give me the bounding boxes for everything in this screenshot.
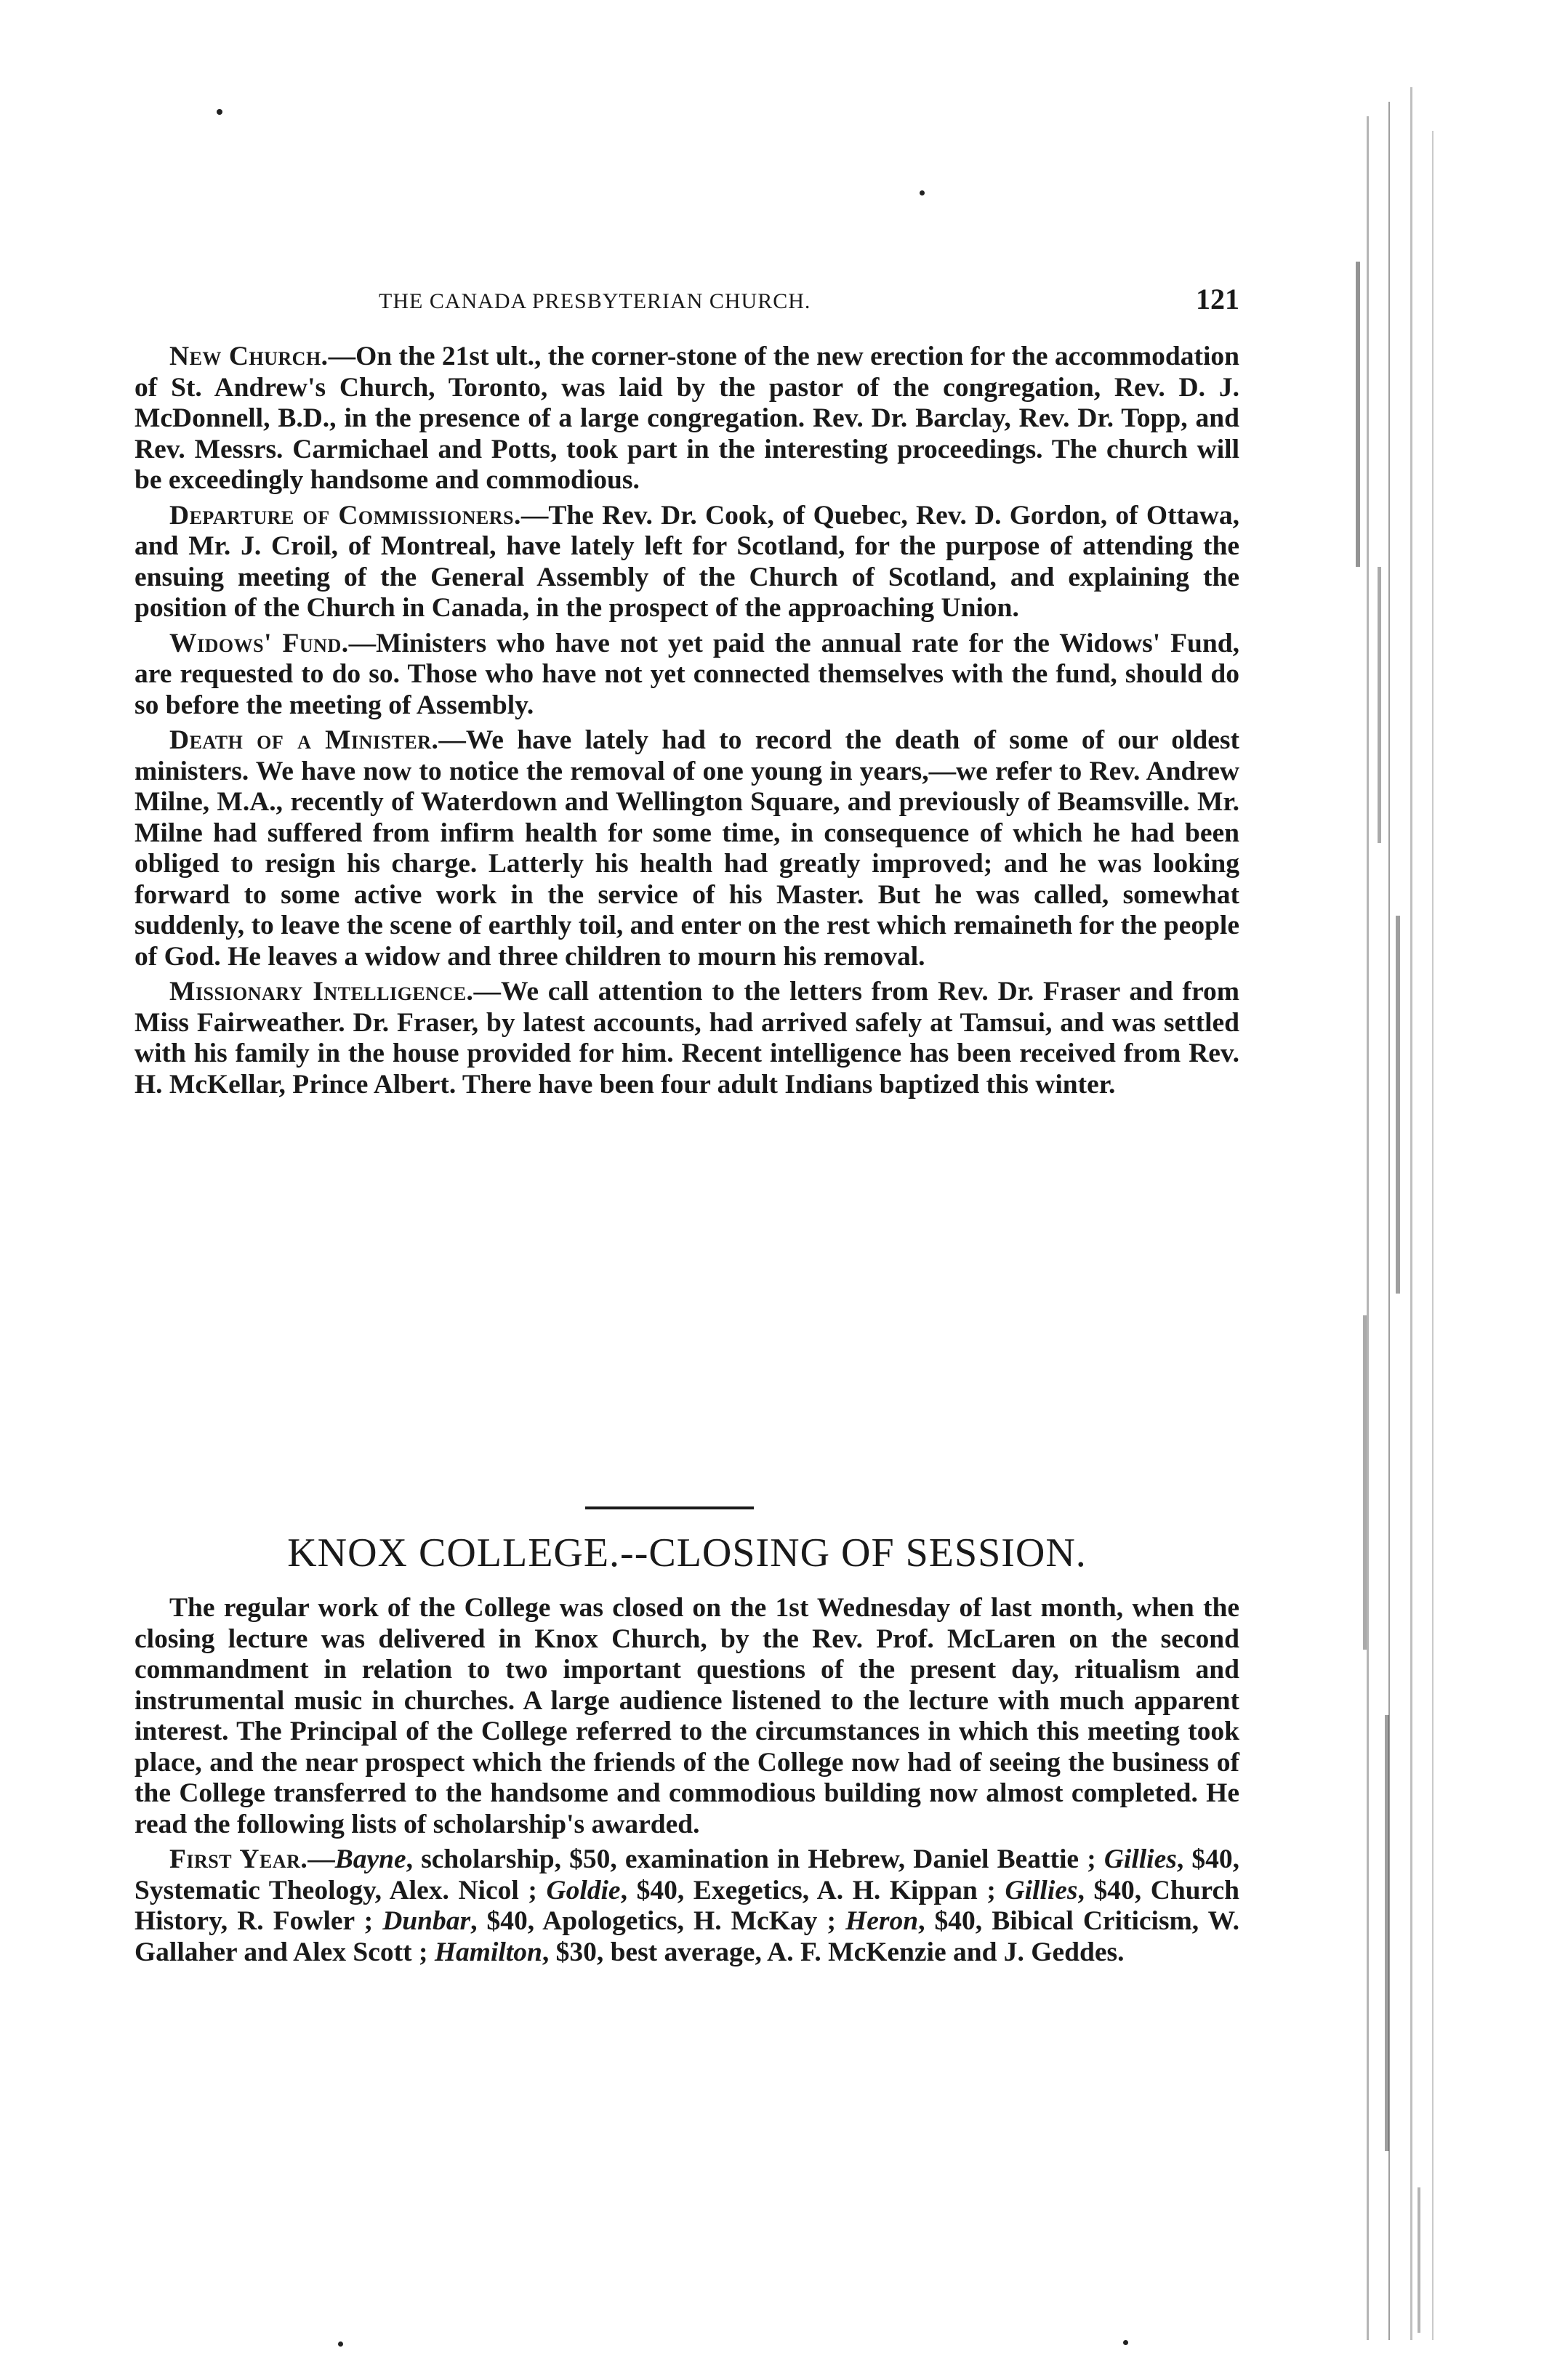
award-detail: , $30, best average, A. F. McKenzie and J. Geddes. bbox=[542, 1937, 1125, 1967]
award-name: Bayne bbox=[334, 1844, 406, 1874]
award-name: Dunbar bbox=[382, 1906, 471, 1936]
award-detail: , scholarship, $50, examination in Hebrew, Daniel Beattie ; bbox=[406, 1844, 1104, 1874]
running-head-title: THE CANADA PRESBYTERIAN CHURCH. bbox=[379, 289, 811, 313]
scan-speck bbox=[920, 190, 925, 195]
item-text: —Ministers who have not yet paid the annual rate for the Widows' Fund, are requested to do so. Those who have not yet connected themselves with the fund, should do so before the meeting of Assembly. bbox=[134, 628, 1239, 720]
award-name: Goldie bbox=[546, 1875, 621, 1905]
news-item bbox=[134, 629, 1239, 722]
award-name: Hamilton bbox=[434, 1937, 542, 1967]
section-body bbox=[134, 1593, 1239, 1972]
award-detail: , $40, Systematic Theology, Alex. Nicol ; bbox=[134, 1844, 1240, 1905]
item-lead: Departure of Commissioners. bbox=[169, 500, 521, 531]
news-item bbox=[134, 977, 1239, 1100]
first-year-lead: First Year. bbox=[169, 1844, 308, 1874]
news-item bbox=[134, 342, 1239, 496]
award-detail: , $40, Exegetics, A. H. Kippan ; bbox=[620, 1875, 1005, 1905]
item-text: —We call attention to the letters from Rev. Dr. Fraser and from Miss Fairweather. Dr. Fraser, by latest accounts, had arrived safely at Tamsui, and was settled with his family in the house provided for him. Recent intelligence has been received from Rev. H. McKellar, Prince Albert. There have been four adult Indians baptized this winter. bbox=[134, 977, 1239, 1100]
award-detail: , $40, Church History, R. Fowler ; bbox=[134, 1875, 1239, 1936]
award-name: Gillies bbox=[1005, 1875, 1078, 1905]
news-item bbox=[134, 725, 1239, 972]
scan-speck bbox=[217, 109, 222, 115]
page-number: 121 bbox=[1196, 283, 1239, 315]
award-detail: , $40, Bibical Criticism, W. Gallaher and Alex Scott ; bbox=[134, 1906, 1239, 1967]
item-lead: Missionary Intelligence. bbox=[169, 977, 474, 1007]
news-item bbox=[134, 501, 1239, 624]
running-head bbox=[134, 282, 1239, 326]
item-text: —On the 21st ult., the corner-stone of the new erection for the accommodation of St. Andrew's Church, Toronto, was laid by the pastor of the congregation, Rev. D. J. McDonnell, B.D., in the presence of a large congregation. Rev. Dr. Barclay, Rev. Dr. Topp, and Rev. Messrs. Carmichael and Potts, took part in the interesting proceedings. The church will be exceedingly handsome and commodious. bbox=[134, 342, 1240, 495]
section-intro: The regular work of the College was closed on the 1st Wednesday of last month, when the closing lecture was delivered in Knox Church, by the Rev. Prof. McLaren on the second commandment in relation to two important questions of the present day, ritualism and instrumental music in churches. A large audience listened to the lecture with much apparent interest. The Principal of the College referred to the circumstances in which this meeting took place, and the near prospect which the friends of the College now had of seeing the business of the College transferred to the handsome and commodious building now almost completed. He read the following lists of scholarship's awarded. bbox=[134, 1593, 1239, 1839]
item-lead: New Church. bbox=[169, 342, 329, 371]
scan-speck bbox=[1123, 2340, 1128, 2345]
scan-speck bbox=[338, 2341, 343, 2347]
scanned-binding-edge-noise bbox=[1323, 44, 1527, 2355]
news-items bbox=[134, 342, 1239, 1105]
section-divider-rule bbox=[585, 1506, 754, 1509]
item-text: —We have lately had to record the death of some of our oldest ministers. We have now to notice the removal of one young in years,—we refer to Rev. Andrew Milne, M.A., recently of Waterdown and Wellington Square, and previously of Beamsville. Mr. Milne had suffered from infirm health for some time, in consequence of which he had been obliged to resign his charge. Latterly his health had greatly improved; and he was looking forward to some active work in the service of his Master. But he was called, somewhat suddenly, to leave the scene of earthly toil, and enter on the rest which remaineth for the people of God. He leaves a widow and three children to mourn his removal. bbox=[134, 725, 1240, 972]
lead-dash: — bbox=[307, 1844, 335, 1874]
item-lead: Death of a Minister. bbox=[169, 725, 439, 755]
scholarship-list bbox=[134, 1844, 1239, 1968]
item-lead: Widows' Fund. bbox=[169, 628, 349, 658]
award-name: Heron bbox=[845, 1906, 919, 1936]
award-name: Gillies bbox=[1103, 1844, 1177, 1874]
award-detail: , $40, Apologetics, H. McKay ; bbox=[470, 1906, 846, 1936]
item-text: —The Rev. Dr. Cook, of Quebec, Rev. D. Gordon, of Ottawa, and Mr. J. Croil, of Montreal, have lately left for Scotland, for the purpose of attending the ensuing meeting of the General Assembly of the Church of Scotland, and explaining the position of the Church in Canada, in the prospect of the approaching Union. bbox=[134, 500, 1239, 623]
section-heading: KNOX COLLEGE.--CLOSING OF SESSION. bbox=[287, 1530, 1087, 1576]
